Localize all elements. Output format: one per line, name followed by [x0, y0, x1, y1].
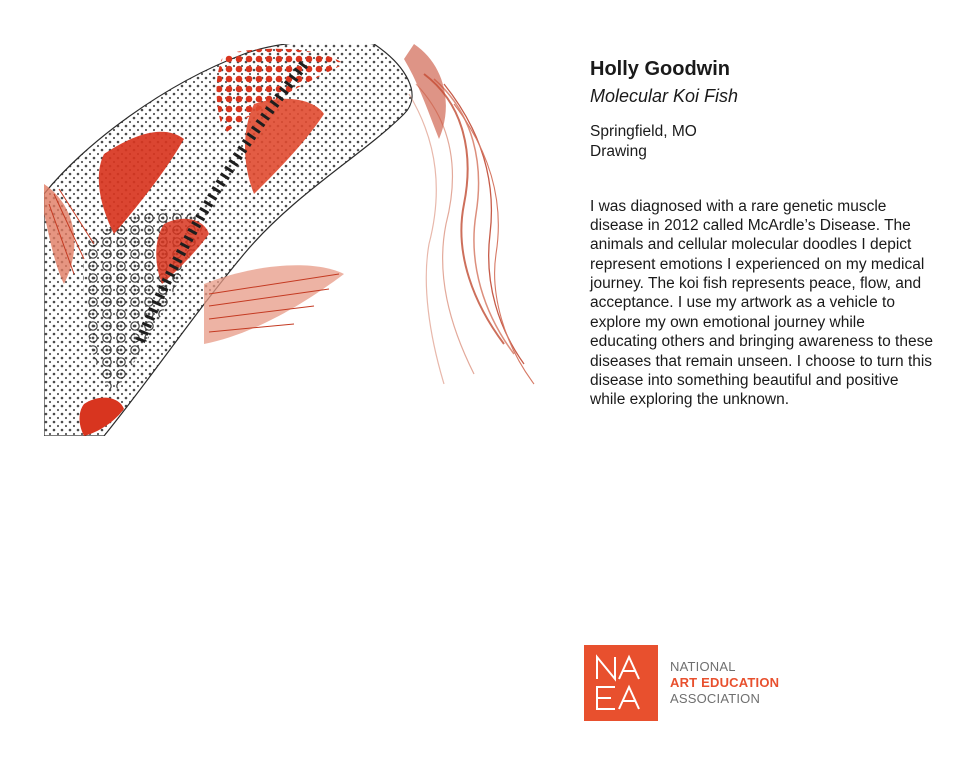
logo-line-national: NATIONAL	[670, 658, 736, 674]
artist-statement: I was diagnosed with a rare genetic muscle disease in 2012 called McArdle’s Disease. The animals and cellular molecular doodles I depict represent emotions I experienced on my medical journey. The koi fish represents peace, flow, and acceptance. I use my artwork as a vehicle to explore my own emotional journey while educating others and bringing awareness to these diseases that remain unseen. I choose to turn this disease into something beautiful and positive while exploring the unknown.	[590, 197, 933, 409]
artwork-medium: Drawing	[590, 143, 647, 161]
artwork-meta	[590, 122, 935, 162]
logo-line-association: ASSOCIATION	[670, 691, 761, 707]
artist-info	[590, 56, 935, 425]
artwork-title: Molecular Koi Fish	[590, 86, 739, 106]
artist-name: Holly Goodwin	[590, 58, 730, 80]
naea-logo-mark-icon	[584, 645, 658, 721]
naea-logo-text	[670, 659, 779, 708]
artist-location: Springfield, MO	[590, 123, 697, 141]
logo-line-art-education: ART EDUCATION	[670, 674, 780, 690]
naea-logo	[584, 644, 779, 722]
artwork-image	[44, 44, 546, 436]
koi-fish-drawing	[44, 44, 546, 436]
